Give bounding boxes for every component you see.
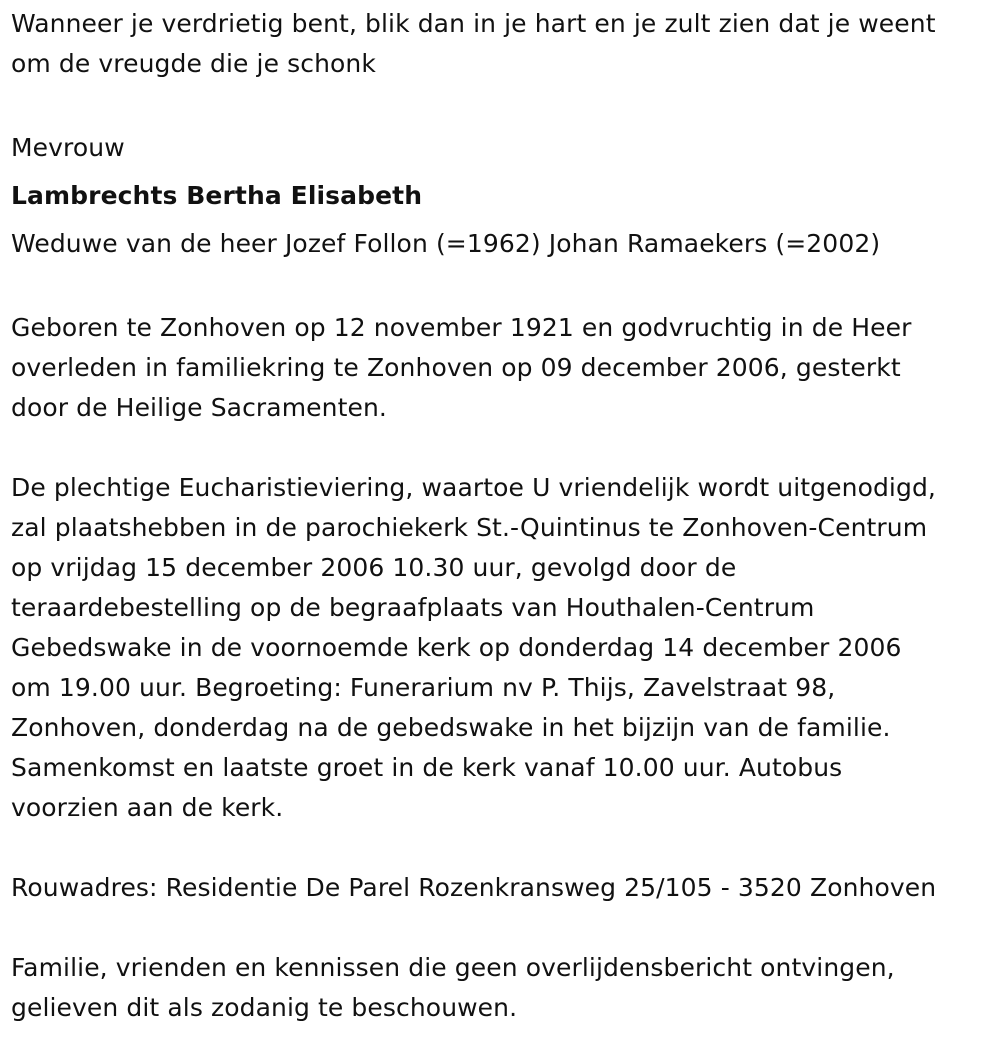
deceased-title: Mevrouw <box>11 133 125 162</box>
closing-line-1: Familie, vrienden en kennissen die geen overlijdensbericht ontvingen, <box>11 953 895 982</box>
ceremony-line-8: Samenkomst en laatste groet in de kerk vanaf 10.00 uur. Autobus <box>11 753 843 782</box>
deceased-name: Lambrechts Bertha Elisabeth <box>11 181 423 210</box>
birth-death-line-2: overleden in familiekring te Zonhoven op 09 december 2006, gesterkt <box>11 353 901 382</box>
ceremony-line-7: Zonhoven, donderdag na de gebedswake in het bijzijn van de familie. <box>11 713 891 742</box>
paragraph-gap <box>11 84 1000 124</box>
birth-death-line-3: door de Heilige Sacramenten. <box>11 393 387 422</box>
ceremony-line-4: teraardebestelling op de begraafplaats van Houthalen-Centrum <box>11 593 815 622</box>
deceased-block <box>11 124 1000 268</box>
closing-line-2: gelieven dit als zodanig te beschouwen. <box>11 993 518 1022</box>
ceremony-line-6: om 19.00 uur. Begroeting: Funerarium nv P. Thijs, Zavelstraat 98, <box>11 673 836 702</box>
ceremony-line-3: op vrijdag 15 december 2006 10.30 uur, gevolgd door de <box>11 553 737 582</box>
motto-line-2: om de vreugde die je schonk <box>11 49 376 78</box>
ceremony-line-5: Gebedswake in de voornoemde kerk op donderdag 14 december 2006 <box>11 633 902 662</box>
motto-paragraph <box>11 4 1000 84</box>
address-paragraph <box>11 868 1000 908</box>
birth-death-line-1: Geboren te Zonhoven op 12 november 1921 en godvruchtig in de Heer <box>11 313 912 342</box>
deceased-relation: Weduwe van de heer Jozef Follon (=1962) Johan Ramaekers (=2002) <box>11 229 881 258</box>
paragraph-gap <box>11 428 1000 468</box>
ceremony-line-1: De plechtige Eucharistieviering, waartoe U vriendelijk wordt uitgenodigd, <box>11 473 936 502</box>
ceremony-line-9: voorzien aan de kerk. <box>11 793 284 822</box>
ceremony-paragraph <box>11 468 1000 828</box>
paragraph-gap <box>11 908 1000 948</box>
paragraph-gap <box>11 268 1000 308</box>
mourning-address: Rouwadres: Residentie De Parel Rozenkransweg 25/105 - 3520 Zonhoven <box>11 873 937 902</box>
ceremony-line-2: zal plaatshebben in de parochiekerk St.-Quintinus te Zonhoven-Centrum <box>11 513 928 542</box>
motto-line-1: Wanneer je verdrietig bent, blik dan in je hart en je zult zien dat je weent <box>11 9 936 38</box>
birth-death-paragraph <box>11 308 1000 428</box>
closing-paragraph <box>11 948 1000 1028</box>
paragraph-gap <box>11 828 1000 868</box>
